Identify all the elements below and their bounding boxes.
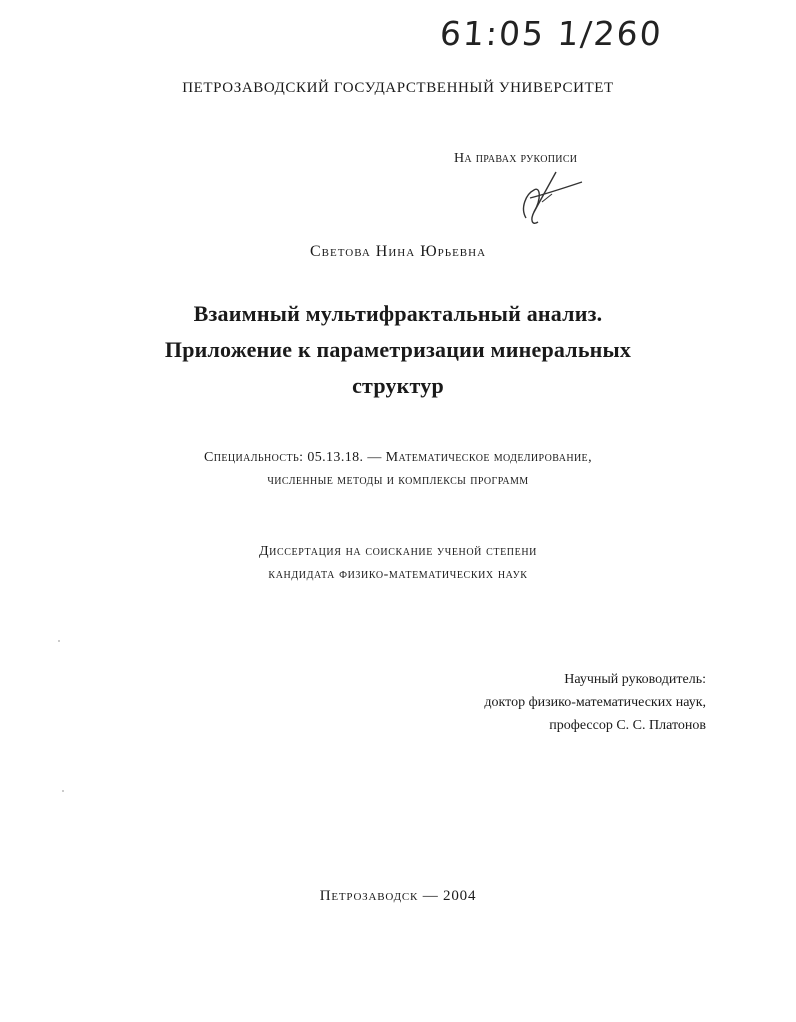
degree-line: кандидата физико-математических наук [268,567,528,582]
degree-statement [0,540,796,586]
advisor-line: профессор С. С. Платонов [549,718,706,733]
signature-icon [512,168,592,230]
advisor-line: Научный руководитель: [564,672,706,687]
city-year: Петрозаводск — 2004 [319,888,477,904]
scientific-advisor [484,668,706,737]
specialty-line: численные методы и комплексы программ [267,473,529,488]
author-name: Светова Нина Юрьевна [309,243,487,260]
advisor-line: доктор физико-математических наук, [484,695,706,710]
university-name: ПЕТРОЗАВОДСКИЙ ГОСУДАРСТВЕННЫЙ УНИВЕРСИТЕТ [182,80,614,96]
manuscript-notice: На правах рукописи [454,151,578,166]
scan-speck [58,640,60,642]
title-line: структур [352,373,444,398]
specialty [0,446,796,492]
degree-line: Диссертация на соискание ученой степени [259,544,537,559]
specialty-line: Специальность: 05.13.18. — Математическое моделирование, [204,450,592,465]
handwritten-shelfmark: 61:05 1/260 [438,14,665,53]
scan-speck [62,790,64,792]
dissertation-title [0,296,796,404]
title-line: Взаимный мультифрактальный анализ. [193,301,603,326]
title-line: Приложение к параметризации минеральных [164,337,632,362]
